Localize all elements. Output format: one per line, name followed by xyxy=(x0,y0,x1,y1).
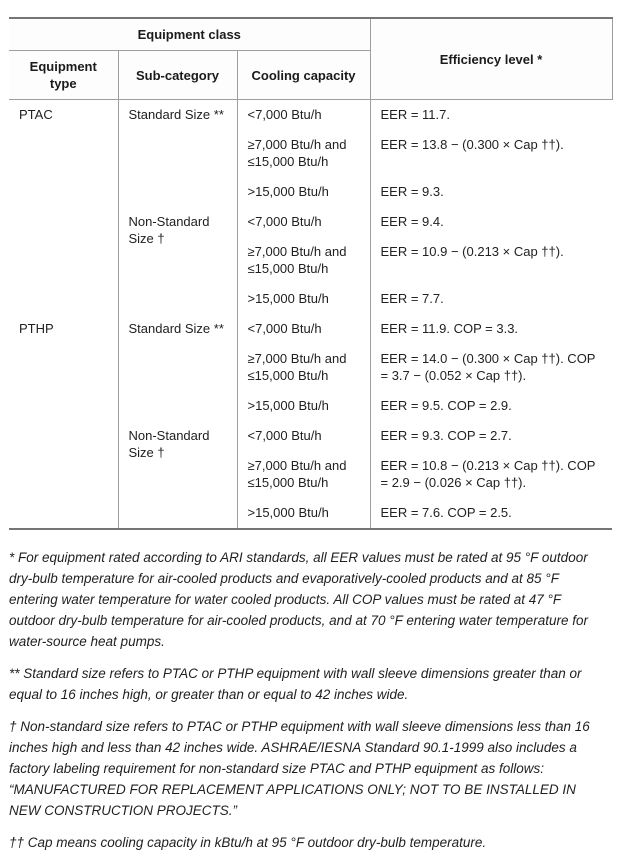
efficiency-cell: EER = 11.7. xyxy=(370,100,612,131)
efficiency-cell: EER = 14.0 − (0.300 × Cap ††). COP = 3.7 − (0.052 × Cap ††). xyxy=(370,344,612,391)
efficiency-cell: EER = 7.7. xyxy=(370,284,612,314)
efficiency-cell: EER = 7.6. COP = 2.5. xyxy=(370,498,612,529)
efficiency-cell: EER = 9.5. COP = 2.9. xyxy=(370,391,612,421)
cooling-capacity-cell: ≥7,000 Btu/h and ≤15,000 Btu/h xyxy=(237,237,370,284)
table-body xyxy=(9,100,612,530)
sub-category-header: Sub-category xyxy=(118,51,237,100)
efficiency-cell: EER = 10.8 − (0.213 × Cap ††). COP = 2.9 − (0.026 × Cap ††). xyxy=(370,451,612,498)
cooling-capacity-cell: <7,000 Btu/h xyxy=(237,100,370,131)
efficiency-cell: EER = 9.3. COP = 2.7. xyxy=(370,421,612,451)
cooling-capacity-cell: ≥7,000 Btu/h and ≤15,000 Btu/h xyxy=(237,344,370,391)
cooling-capacity-cell: >15,000 Btu/h xyxy=(237,498,370,529)
cooling-capacity-cell: <7,000 Btu/h xyxy=(237,207,370,237)
footnote-cap-definition: †† Cap means cooling capacity in kBtu/h at 95 °F outdoor dry-bulb temperature. xyxy=(9,835,487,850)
cooling-capacity-header: Cooling capacity xyxy=(237,51,370,100)
table-header xyxy=(9,18,612,100)
efficiency-cell: EER = 9.4. xyxy=(370,207,612,237)
sub-category-cell: Standard Size ** xyxy=(118,100,237,208)
equipment-class-header: Equipment class xyxy=(9,18,370,51)
cooling-capacity-cell: >15,000 Btu/h xyxy=(237,391,370,421)
footnote-non-standard-size: † Non-standard size refers to PTAC or PTHP equipment with wall sleeve dimensions less than 16 inches high and less than 42 inches wide. ASHRAE/IESNA Standard 90.1-1999 also includes a factory labeling requirement for non-standard size PTAC and PTHP equipment as follows: “MANUFACTURED FOR REPLACEMENT APPLICATIONS ONLY; NOT TO BE INSTALLED IN NEW CONSTRUCTION PROJECTS.” xyxy=(9,719,590,818)
equipment-type-cell: PTHP xyxy=(19,321,54,336)
sub-category-cell: Standard Size ** xyxy=(118,314,237,421)
table-row xyxy=(9,100,612,131)
footnote-standard-size: ** Standard size refers to PTAC or PTHP equipment with wall sleeve dimensions greater than or equal to 16 inches high, or greater than or equal to 42 inches wide. xyxy=(9,666,582,702)
efficiency-cell: EER = 9.3. xyxy=(370,177,612,207)
cooling-capacity-cell: >15,000 Btu/h xyxy=(237,177,370,207)
cooling-capacity-cell: <7,000 Btu/h xyxy=(237,314,370,344)
header-row-group xyxy=(9,18,612,51)
efficiency-cell: EER = 10.9 − (0.213 × Cap ††). xyxy=(370,237,612,284)
cooling-capacity-cell: >15,000 Btu/h xyxy=(237,284,370,314)
efficiency-level-header: Efficiency level * xyxy=(370,18,612,100)
cooling-capacity-cell: <7,000 Btu/h xyxy=(237,421,370,451)
equipment-type-header: Equipment type xyxy=(9,51,118,100)
sub-category-cell: Non-Standard Size † xyxy=(118,207,237,314)
efficiency-cell: EER = 11.9. COP = 3.3. xyxy=(370,314,612,344)
footnotes xyxy=(9,547,612,853)
table-row xyxy=(9,314,612,344)
equipment-type-cell: PTAC xyxy=(19,107,53,122)
efficiency-cell: EER = 13.8 − (0.300 × Cap ††). xyxy=(370,130,612,177)
efficiency-requirements-table xyxy=(9,17,613,530)
cooling-capacity-cell: ≥7,000 Btu/h and ≤15,000 Btu/h xyxy=(237,451,370,498)
footnote-ari-rating: * For equipment rated according to ARI standards, all EER values must be rated at 95 °F outdoor dry-bulb temperature for air-cooled products and evaporatively-cooled products and at 85 °F entering water temperature for water cooled products. All COP values must be rated at 47 °F outdoor dry-bulb temperature for air-cooled products, and at 70 °F entering water temperature for water-source heat pumps. xyxy=(9,550,588,649)
cooling-capacity-cell: ≥7,000 Btu/h and ≤15,000 Btu/h xyxy=(237,130,370,177)
sub-category-cell: Non-Standard Size † xyxy=(118,421,237,529)
